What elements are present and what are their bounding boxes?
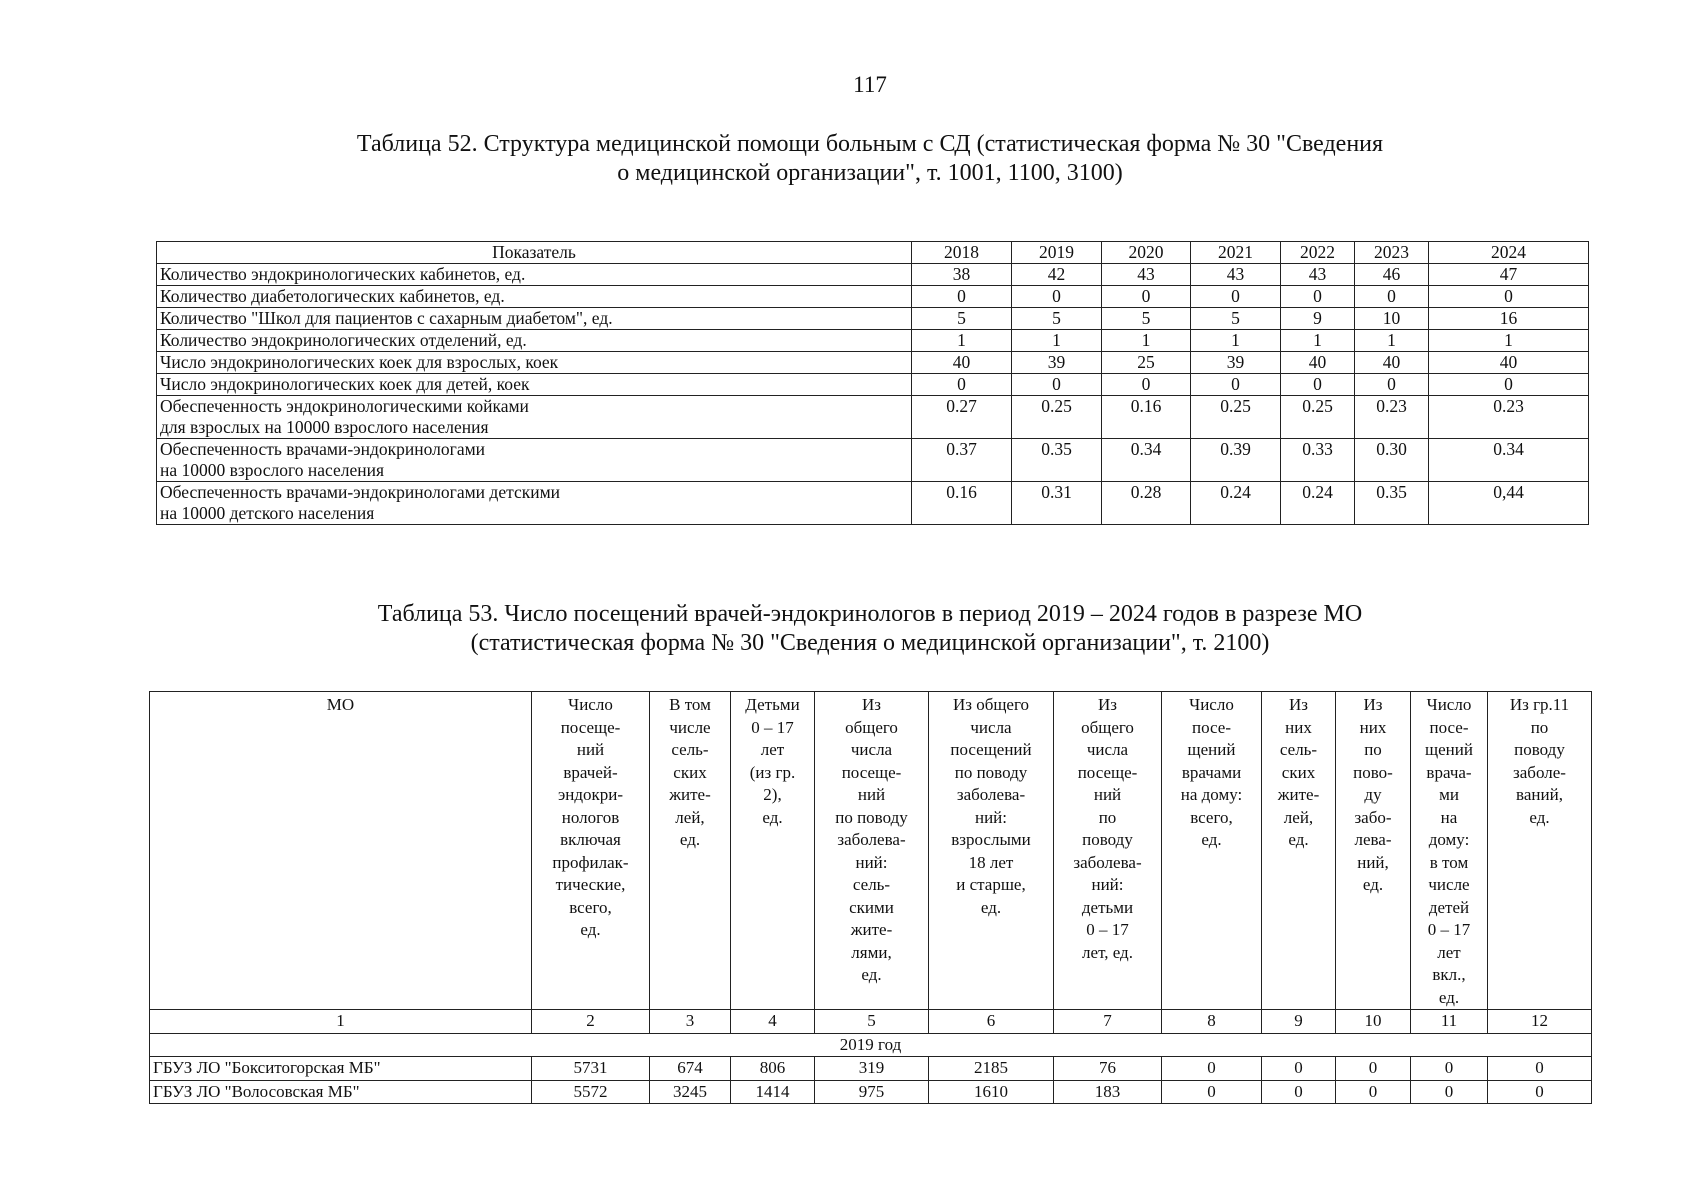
column-header: [1488, 692, 1592, 1010]
value-cell: 0: [1191, 286, 1281, 308]
column-header-line: ских: [673, 762, 707, 782]
table-52-row: [157, 439, 1589, 482]
column-numbers-row: [150, 1010, 1592, 1034]
column-header-line: врача-: [1426, 762, 1472, 782]
column-header-line: 2),: [763, 785, 782, 804]
column-header-line: включая: [560, 830, 621, 849]
value-cell: 975: [815, 1080, 929, 1104]
value-cell: 1: [1355, 330, 1429, 352]
column-number: 2: [532, 1010, 650, 1034]
table-52-row: [157, 264, 1589, 286]
column-number: 3: [650, 1010, 731, 1034]
table-53-row: [150, 1080, 1592, 1104]
column-header-line: 0 – 17: [751, 717, 794, 737]
value-cell: 47: [1429, 264, 1589, 286]
indicator-label: Число эндокринологических коек для детей, коек: [160, 374, 530, 394]
column-header-line: ед.: [1201, 830, 1222, 849]
column-header-line: ед.: [1438, 987, 1460, 1007]
column-header-line: ваний,: [1516, 785, 1563, 804]
value-cell: 0.16: [1102, 396, 1191, 439]
value-cell: 0: [1429, 374, 1589, 396]
column-header-line: числе: [669, 717, 711, 737]
table-53-caption: [0, 600, 1699, 658]
value-cell: 0.34: [1102, 439, 1191, 482]
value-cell: 0.33: [1281, 439, 1355, 482]
value-cell: 1610: [929, 1080, 1054, 1104]
value-cell: 0: [1336, 1080, 1411, 1104]
value-cell: 0: [912, 286, 1012, 308]
column-header-line: Из: [862, 695, 881, 714]
column-header-line: заболева-: [1073, 852, 1142, 872]
value-cell: 43: [1102, 264, 1191, 286]
column-header: [929, 692, 1054, 1010]
value-cell: 0.24: [1281, 482, 1355, 525]
value-cell: 1: [1012, 330, 1102, 352]
column-header-line: числа: [970, 717, 1012, 737]
column-header-line: заболева-: [956, 785, 1026, 804]
column-header-line: посеще-: [1077, 762, 1138, 782]
table-52-row: [157, 396, 1589, 439]
column-number: 6: [929, 1010, 1054, 1034]
column-header-line: 0 – 17: [1427, 920, 1471, 939]
value-cell: 0.28: [1102, 482, 1191, 525]
value-cell: 0.23: [1429, 396, 1589, 439]
column-header-line: Детьми: [745, 695, 800, 714]
column-header-line: 18 лет: [968, 852, 1014, 872]
value-cell: 0: [1355, 286, 1429, 308]
column-header: [1262, 692, 1336, 1010]
column-header-line: ду: [1364, 785, 1382, 804]
indicator-cell: [157, 286, 912, 308]
column-header-line: посе-: [1192, 717, 1231, 737]
value-cell: 76: [1054, 1057, 1162, 1081]
value-cell: 1: [1102, 330, 1191, 352]
column-header-line: вкл.,: [1432, 965, 1466, 984]
column-header-line: сель-: [671, 740, 709, 759]
column-header-line: лет, ед.: [1082, 942, 1133, 962]
header-cell: 2021: [1191, 242, 1281, 264]
column-header-line: заболева-: [837, 830, 906, 849]
table-52-caption-line: о медицинской организации", т. 1001, 1100, 3100): [617, 160, 1123, 186]
value-cell: 0: [1411, 1057, 1488, 1081]
value-cell: 1: [1191, 330, 1281, 352]
column-header-line: лей,: [675, 807, 705, 827]
value-cell: 5: [912, 308, 1012, 330]
mo-name: ГБУЗ ЛО "Бокситогорская МБ": [150, 1057, 532, 1081]
value-cell: 0.24: [1191, 482, 1281, 525]
value-cell: 38: [912, 264, 1012, 286]
column-header-line: Из: [1363, 695, 1383, 714]
indicator-label: Количество эндокринологических отделений, ед.: [160, 330, 527, 350]
header-cell: 2018: [912, 242, 1012, 264]
column-header-line: ний: [857, 785, 886, 804]
column-header: [150, 692, 532, 1010]
column-header-line: числа: [1086, 740, 1129, 759]
indicator-label: на 10000 взрослого населения: [160, 460, 385, 480]
column-header-line: числе: [1428, 875, 1470, 894]
indicator-cell: [157, 264, 912, 286]
column-header-line: Число: [568, 695, 613, 714]
column-number: 7: [1054, 1010, 1162, 1034]
value-cell: 0.25: [1281, 396, 1355, 439]
column-header-line: щений: [1425, 740, 1473, 759]
indicator-label: Обеспеченность эндокринологическими койками: [160, 396, 529, 416]
value-cell: 0.16: [912, 482, 1012, 525]
table-53-row: [150, 1057, 1592, 1081]
value-cell: 0: [1162, 1057, 1262, 1081]
value-cell: 0: [1281, 374, 1355, 396]
column-header-line: ми: [1439, 785, 1459, 804]
table-52-row: [157, 330, 1589, 352]
indicator-cell: [157, 352, 912, 374]
table-53-caption-line: (статистическая форма № 30 "Сведения о медицинской организации", т. 2100): [470, 630, 1270, 656]
column-number: 8: [1162, 1010, 1262, 1034]
column-header-line: ед.: [762, 807, 783, 827]
column-header-line: сель-: [1279, 740, 1318, 759]
column-header-line: ед.: [861, 965, 882, 984]
column-header-line: в том: [1429, 852, 1469, 872]
value-cell: 43: [1191, 264, 1281, 286]
column-number: 9: [1262, 1010, 1336, 1034]
column-header-line: всего,: [569, 897, 612, 917]
table-52-caption-line: Таблица 52. Структура медицинской помощи больным с СД (статистическая форма № 30 "Сведения: [356, 131, 1384, 157]
table-52-row: [157, 482, 1589, 525]
column-header: [650, 692, 731, 1010]
column-header-line: пово-: [1353, 762, 1393, 782]
column-header: [1411, 692, 1488, 1010]
column-header-line: ед.: [980, 897, 1002, 917]
value-cell: 0: [1488, 1080, 1592, 1104]
value-cell: 0,44: [1429, 482, 1589, 525]
value-cell: 5: [1191, 308, 1281, 330]
column-header-line: на дому:: [1180, 785, 1243, 804]
indicator-cell: [157, 482, 912, 525]
value-cell: 0: [1012, 286, 1102, 308]
table-52: [156, 241, 1589, 525]
column-header-line: ед.: [1362, 875, 1384, 894]
indicator-label: Обеспеченность врачами-эндокринологами: [160, 439, 486, 459]
column-header-line: лями,: [851, 942, 892, 962]
value-cell: 0: [1411, 1080, 1488, 1104]
column-header: [1336, 692, 1411, 1010]
column-header-line: (из гр.: [749, 762, 796, 782]
column-number: 12: [1488, 1010, 1592, 1034]
value-cell: 1: [1429, 330, 1589, 352]
column-header-line: лей,: [1283, 807, 1314, 827]
header-cell: 2019: [1012, 242, 1102, 264]
value-cell: 0: [1281, 286, 1355, 308]
value-cell: 0: [1162, 1080, 1262, 1104]
column-header-line: В том: [669, 695, 711, 714]
value-cell: 40: [1429, 352, 1589, 374]
value-cell: 10: [1355, 308, 1429, 330]
column-header-line: по: [1364, 740, 1382, 759]
value-cell: 40: [1355, 352, 1429, 374]
column-header-line: лева-: [1354, 830, 1392, 849]
column-header-line: ед.: [1288, 830, 1309, 849]
column-number: 10: [1336, 1010, 1411, 1034]
value-cell: 0.35: [1355, 482, 1429, 525]
value-cell: 2185: [929, 1057, 1054, 1081]
value-cell: 0: [1102, 286, 1191, 308]
column-header-line: Из: [1289, 695, 1308, 714]
table-52-header-row: [157, 242, 1589, 264]
value-cell: 0: [1012, 374, 1102, 396]
value-cell: 0: [1336, 1057, 1411, 1081]
value-cell: 0.34: [1429, 439, 1589, 482]
value-cell: 39: [1191, 352, 1281, 374]
header-cell: 2020: [1102, 242, 1191, 264]
value-cell: 806: [731, 1057, 815, 1081]
column-header-line: щений: [1187, 740, 1236, 759]
table-52-row: [157, 286, 1589, 308]
value-cell: 0: [912, 374, 1012, 396]
value-cell: 0.25: [1012, 396, 1102, 439]
column-header-line: общего: [845, 717, 898, 737]
table-52-caption: [0, 130, 1699, 188]
column-header-line: посещений: [950, 740, 1032, 759]
value-cell: 25: [1102, 352, 1191, 374]
column-header-line: нологов: [561, 807, 620, 827]
indicator-cell: [157, 396, 912, 439]
column-header-line: ний:: [974, 807, 1008, 827]
table-52-row: [157, 374, 1589, 396]
column-header-line: числа: [850, 740, 893, 759]
column-header: [731, 692, 815, 1010]
column-header-line: ед.: [679, 830, 701, 849]
value-cell: 1: [912, 330, 1012, 352]
value-cell: 0: [1488, 1057, 1592, 1081]
column-header-line: поводу: [1082, 830, 1133, 849]
indicator-cell: [157, 439, 912, 482]
indicator-label: Количество диабетологических кабинетов, ед.: [160, 286, 505, 306]
column-header-line: ед.: [1529, 807, 1550, 827]
column-header-line: них: [1359, 717, 1387, 737]
value-cell: 0: [1262, 1080, 1336, 1104]
value-cell: 43: [1281, 264, 1355, 286]
value-cell: 1: [1281, 330, 1355, 352]
indicator-label: Количество "Школ для пациентов с сахарным диабетом", ед.: [160, 308, 613, 328]
header-cell: 2022: [1281, 242, 1355, 264]
column-header-line: 0 – 17: [1086, 920, 1129, 939]
column-header-line: по поводу: [835, 807, 908, 827]
year-row: [150, 1033, 1592, 1057]
column-header-line: детьми: [1081, 897, 1134, 917]
value-cell: 674: [650, 1057, 731, 1081]
column-header-line: на: [1440, 807, 1458, 827]
value-cell: 0.30: [1355, 439, 1429, 482]
table-52-row: [157, 308, 1589, 330]
column-header-line: профилак-: [552, 852, 629, 872]
column-header-line: жите-: [669, 785, 711, 804]
value-cell: 0.31: [1012, 482, 1102, 525]
value-cell: 9: [1281, 308, 1355, 330]
value-cell: 319: [815, 1057, 929, 1081]
column-header-line: Из гр.11: [1509, 695, 1570, 714]
column-header-line: врачей-: [563, 762, 618, 782]
page-number: 117: [853, 72, 887, 97]
value-cell: 0.27: [912, 396, 1012, 439]
value-cell: 46: [1355, 264, 1429, 286]
value-cell: 183: [1054, 1080, 1162, 1104]
indicator-cell: [157, 330, 912, 352]
column-header-line: Число: [1426, 695, 1472, 714]
indicator-label: Число эндокринологических коек для взрослых, коек: [160, 352, 559, 372]
value-cell: 0: [1262, 1057, 1336, 1081]
indicator-label: для взрослых на 10000 взрослого населения: [160, 417, 489, 437]
column-header-line: взрослыми: [951, 830, 1031, 849]
value-cell: 39: [1012, 352, 1102, 374]
column-header-line: лет: [1437, 942, 1461, 962]
value-cell: 0: [1429, 286, 1589, 308]
column-header: [815, 692, 929, 1010]
column-header-line: жите-: [1277, 785, 1320, 804]
year-label: 2019 год: [150, 1033, 1592, 1057]
column-number: 4: [731, 1010, 815, 1034]
value-cell: 5: [1102, 308, 1191, 330]
value-cell: 42: [1012, 264, 1102, 286]
table-53: [149, 691, 1592, 1104]
column-header-line: МО: [326, 695, 355, 714]
value-cell: 5: [1012, 308, 1102, 330]
column-header-line: ских: [1281, 762, 1316, 782]
value-cell: 0: [1355, 374, 1429, 396]
column-header-line: ний,: [1357, 852, 1389, 872]
column-header-line: скими: [849, 897, 894, 917]
column-header-line: тические,: [555, 875, 626, 894]
column-number: 11: [1411, 1010, 1488, 1034]
column-header-line: Из общего: [952, 695, 1030, 714]
column-header-line: забо-: [1354, 807, 1392, 827]
column-header-line: Число: [1189, 695, 1234, 714]
column-number: 1: [150, 1010, 532, 1034]
column-header-line: всего,: [1190, 807, 1233, 827]
indicator-label: Обеспеченность врачами-эндокринологами детскими: [160, 482, 561, 502]
table-53-caption-line: Таблица 53. Число посещений врачей-эндокринологов в период 2019 – 2024 годов в разрезе МО: [377, 601, 1363, 627]
value-cell: 0: [1191, 374, 1281, 396]
header-cell: Показатель: [157, 242, 912, 264]
column-header: [532, 692, 650, 1010]
column-header-line: ний: [1093, 785, 1122, 804]
column-header-line: посеще-: [841, 762, 902, 782]
value-cell: 0.23: [1355, 396, 1429, 439]
value-cell: 1414: [731, 1080, 815, 1104]
indicator-cell: [157, 308, 912, 330]
column-header-line: заболе-: [1513, 762, 1566, 782]
column-header-line: общего: [1081, 717, 1134, 737]
column-header-line: детей: [1428, 897, 1470, 917]
value-cell: 0.37: [912, 439, 1012, 482]
column-header-line: ний:: [1091, 875, 1124, 894]
value-cell: 3245: [650, 1080, 731, 1104]
value-cell: 0.25: [1191, 396, 1281, 439]
value-cell: 5731: [532, 1057, 650, 1081]
column-header-line: жите-: [850, 920, 893, 939]
indicator-label: на 10000 детского населения: [160, 503, 375, 523]
column-header-line: по: [1530, 717, 1549, 737]
column-header-line: сель-: [852, 875, 891, 894]
column-number: 5: [815, 1010, 929, 1034]
column-header-line: ний:: [855, 852, 888, 872]
column-header-line: них: [1285, 717, 1312, 737]
value-cell: 16: [1429, 308, 1589, 330]
column-header-line: и старше,: [956, 875, 1026, 894]
value-cell: 5572: [532, 1080, 650, 1104]
value-cell: 40: [912, 352, 1012, 374]
column-header-line: врачами: [1181, 762, 1242, 782]
table-52-row: [157, 352, 1589, 374]
column-header-line: ний: [576, 740, 605, 759]
column-header-line: дому:: [1428, 830, 1470, 849]
column-header: [1162, 692, 1262, 1010]
column-header-line: Из: [1098, 695, 1117, 714]
header-cell: 2024: [1429, 242, 1589, 264]
indicator-cell: [157, 374, 912, 396]
column-header-line: поводу: [1514, 740, 1565, 759]
indicator-label: Количество эндокринологических кабинетов, ед.: [160, 264, 526, 284]
column-header: [1054, 692, 1162, 1010]
column-header-line: по: [1098, 807, 1117, 827]
table-53-header-row: [150, 692, 1592, 1010]
mo-name: ГБУЗ ЛО "Волосовская МБ": [150, 1080, 532, 1104]
value-cell: 0: [1102, 374, 1191, 396]
header-cell: 2023: [1355, 242, 1429, 264]
column-header-line: эндокри-: [557, 785, 624, 804]
column-header-line: посеще-: [560, 717, 621, 737]
value-cell: 40: [1281, 352, 1355, 374]
column-header-line: по поводу: [954, 762, 1028, 782]
column-header-line: лет: [760, 740, 785, 759]
column-header-line: ед.: [580, 920, 601, 939]
value-cell: 0.35: [1012, 439, 1102, 482]
value-cell: 0.39: [1191, 439, 1281, 482]
column-header-line: посе-: [1429, 717, 1469, 737]
